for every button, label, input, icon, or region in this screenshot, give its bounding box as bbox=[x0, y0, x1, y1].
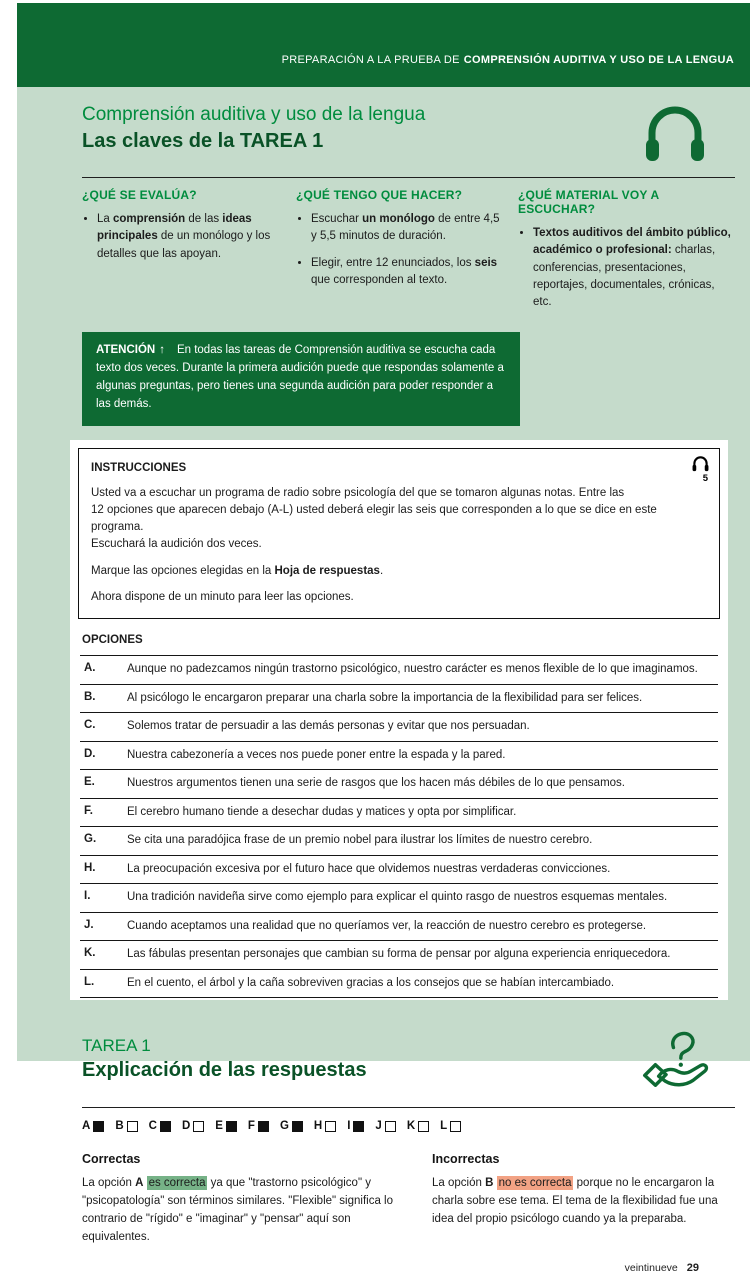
page-footer bbox=[82, 1262, 735, 1274]
option-letter: F. bbox=[84, 804, 93, 817]
option-letter: L. bbox=[84, 975, 95, 988]
tarea-divider bbox=[82, 1107, 735, 1108]
up-arrow-icon: ↑ bbox=[159, 344, 165, 357]
info-column-hacer bbox=[296, 188, 502, 320]
option-row bbox=[80, 969, 718, 999]
answer-key-box bbox=[93, 1121, 104, 1132]
answer-key-box bbox=[226, 1121, 237, 1132]
answer-key-item bbox=[375, 1120, 395, 1132]
answer-key-item bbox=[215, 1120, 237, 1132]
answer-key-item bbox=[280, 1120, 303, 1132]
explanation-paragraph: La opción A es correcta ya que "trastorno psicológico" y "psicopatología" son términos similares. "Flexible" significa lo contrario de "rígido" e "imaginar" y "pensar" aquí son equivalentes. bbox=[82, 1177, 393, 1243]
option-row bbox=[80, 741, 718, 770]
answer-key bbox=[82, 1120, 735, 1132]
tarea-kicker: TAREA 1 bbox=[82, 1036, 151, 1056]
option-row bbox=[80, 798, 718, 827]
title-row bbox=[82, 104, 735, 164]
option-letter: B. bbox=[84, 690, 96, 703]
option-text: Nuestros argumentos tienen una serie de rasgos que los hacen más débiles de lo que pensamos. bbox=[127, 777, 625, 790]
option-letter: C. bbox=[84, 719, 96, 732]
answer-key-box bbox=[385, 1121, 396, 1132]
titles bbox=[82, 104, 425, 153]
page-number: 29 bbox=[686, 1262, 699, 1274]
answer-key-item bbox=[82, 1120, 104, 1132]
answer-key-box bbox=[292, 1121, 303, 1132]
instructions-title: INSTRUCCIONES bbox=[91, 461, 187, 474]
audio-track-number: 5 bbox=[702, 472, 708, 484]
answer-key-letter: F bbox=[247, 1120, 255, 1133]
option-row bbox=[80, 826, 718, 855]
option-text: La preocupación excesiva por el futuro hace que olvidemos nuestras verdaderas convicciones. bbox=[127, 862, 611, 875]
headphones-icon bbox=[692, 456, 709, 472]
explanation-correct bbox=[82, 1152, 406, 1246]
option-letter: D. bbox=[84, 747, 96, 760]
option-row bbox=[80, 684, 718, 713]
explanation-incorrect bbox=[432, 1152, 735, 1246]
answer-key-item bbox=[248, 1120, 269, 1132]
options-table bbox=[80, 655, 718, 998]
incorrectas-heading: Incorrectas bbox=[432, 1152, 500, 1167]
attention-box bbox=[82, 332, 520, 425]
answer-key-box bbox=[450, 1121, 461, 1132]
answer-key-letter: D bbox=[181, 1120, 191, 1133]
answer-key-box bbox=[160, 1121, 171, 1132]
answer-key-box bbox=[258, 1121, 269, 1132]
option-row bbox=[80, 912, 718, 941]
option-letter: K. bbox=[84, 947, 96, 960]
option-text: Una tradición navideña sirve como ejemplo para explicar el quinto rasgo de nuestros esquemas mentales. bbox=[127, 891, 668, 904]
info-column-heading: ¿QUÉ TENGO QUE HACER? bbox=[296, 188, 463, 202]
option-row bbox=[80, 883, 718, 912]
option-text: Solemos tratar de persuadir a las demás personas y evitar que nos persuadan. bbox=[127, 720, 530, 733]
hand-question-icon bbox=[639, 1024, 721, 1094]
section-title: Comprensión auditiva y uso de la lengua bbox=[82, 104, 426, 125]
info-bullet: • Elegir, entre 12 enunciados, los seis que corresponden al texto. bbox=[311, 255, 502, 290]
option-row bbox=[80, 769, 718, 798]
option-text: El cerebro humano tiende a desechar dudas y matices y opta por simplificar. bbox=[127, 805, 517, 818]
option-text: Aunque no padezcamos ningún trastorno psicológico, nuestro carácter es menos flexible de lo que imaginamos. bbox=[127, 663, 698, 675]
answer-key-item bbox=[407, 1120, 429, 1132]
top-banner-prefix: PREPARACIÓN A LA PRUEBA DE bbox=[281, 54, 460, 66]
page-content bbox=[17, 104, 750, 1274]
answer-key-box bbox=[325, 1121, 336, 1132]
answer-key-box bbox=[193, 1121, 204, 1132]
option-text: Se cita una paradójica frase de un premio nobel para ilustrar los límites de nuestro cerebro. bbox=[127, 834, 593, 847]
option-letter: G. bbox=[84, 833, 97, 846]
attention-label: ATENCIÓN bbox=[96, 344, 156, 357]
option-text: Las fábulas presentan personajes que cambian su forma de pensar por alguna experiencia enriquecedora. bbox=[127, 948, 671, 961]
info-column-heading: ¿QUÉ MATERIAL VOY A ESCUCHAR? bbox=[518, 188, 659, 216]
answer-key-letter: J bbox=[375, 1120, 382, 1133]
options-title: OPCIONES bbox=[82, 634, 143, 646]
tarea-titles bbox=[82, 1036, 367, 1082]
info-column-heading: ¿QUÉ SE EVALÚA? bbox=[82, 188, 197, 202]
answer-key-item bbox=[440, 1120, 461, 1132]
answer-key-letter: B bbox=[115, 1120, 124, 1133]
page-title: Las claves de la TAREA 1 bbox=[82, 130, 324, 152]
answer-key-item bbox=[314, 1120, 336, 1132]
option-text: Al psicólogo le encargaron preparar una charla sobre la importancia de la flexibilidad para ser felices. bbox=[127, 691, 643, 704]
option-text: Cuando aceptamos una realidad que no queríamos ver, la reacción de nuestro cerebro es protegerse. bbox=[127, 919, 647, 932]
answer-key-letter: L bbox=[440, 1120, 448, 1133]
top-banner-title: COMPRENSIÓN AUDITIVA Y USO DE LA LENGUA bbox=[463, 54, 734, 66]
option-letter: I. bbox=[84, 890, 91, 903]
answer-key-item bbox=[115, 1120, 137, 1132]
answer-key-letter: G bbox=[279, 1120, 289, 1133]
instructions-paragraph: Ahora dispone de un minuto para leer las opciones. bbox=[91, 590, 354, 603]
info-bullet: • Escuchar un monólogo de entre 4,5 y 5,5 minutos de duración. bbox=[311, 211, 502, 246]
options-section bbox=[78, 634, 720, 998]
instructions-paragraph: Marque las opciones elegidas en la Hoja de respuestas. bbox=[91, 564, 384, 577]
top-banner bbox=[17, 3, 750, 87]
info-column-material bbox=[518, 188, 735, 320]
answer-key-letter: C bbox=[148, 1120, 157, 1133]
info-bullet-list bbox=[518, 225, 735, 311]
answer-key-box bbox=[353, 1121, 364, 1132]
tarea-title: Explicación de las respuestas bbox=[82, 1059, 367, 1082]
answer-key-letter: K bbox=[406, 1120, 416, 1133]
answer-key-item bbox=[182, 1120, 204, 1132]
option-letter: A. bbox=[84, 662, 96, 674]
info-bullet: • Textos auditivos del ámbito público, académico o profesional: charlas, conferencias, presentaciones, reportajes, documentales, crónicas, etc. bbox=[533, 225, 735, 311]
answer-key-letter: E bbox=[215, 1120, 223, 1133]
answer-key-letter: I bbox=[347, 1120, 351, 1133]
option-letter: J. bbox=[84, 918, 94, 931]
info-bullet-list bbox=[296, 211, 502, 289]
title-divider bbox=[82, 177, 735, 178]
option-row bbox=[80, 940, 718, 969]
instructions-paragraph: Usted va a escuchar un programa de radio sobre psicología del que se tomaron algunas notas. Entre las 12 opciones que aparecen debajo (A-L) usted deberá elegir las seis que corresponden a lo que se dice en este programa. Escuchará la audición dos veces. bbox=[91, 486, 657, 551]
answer-key-box bbox=[127, 1121, 138, 1132]
attention-text: En todas las tareas de Comprensión auditiva se escucha cada texto dos veces. Durante la primera audición puede que respondas solamente a algunas preguntas, pero tienes una segunda audición para poder responder a las demás. bbox=[96, 344, 504, 410]
exam-panel bbox=[70, 440, 728, 1001]
correctas-heading: Correctas bbox=[82, 1152, 141, 1167]
option-row bbox=[80, 655, 718, 684]
option-row bbox=[80, 712, 718, 741]
info-bullet: • La comprensión de las ideas principales de un monólogo y los detalles que las apoyan. bbox=[97, 211, 280, 263]
option-letter: H. bbox=[84, 861, 96, 874]
option-row bbox=[80, 855, 718, 884]
option-text: Nuestra cabezonería a veces nos puede poner entre la espada y la pared. bbox=[127, 748, 506, 761]
answer-key-letter: H bbox=[313, 1120, 323, 1133]
explanations bbox=[82, 1152, 735, 1246]
instructions-box bbox=[78, 448, 720, 620]
answer-key-item bbox=[149, 1120, 171, 1132]
tarea-header bbox=[82, 1024, 735, 1094]
page-number-word: veintinueve bbox=[624, 1262, 678, 1274]
answer-key-letter: A bbox=[82, 1120, 91, 1133]
page-sheet bbox=[17, 3, 750, 1274]
explanation-paragraph: La opción B no es correcta porque no le encargaron la charla sobre ese tema. El tema de la flexibilidad fue una idea del propio psicólogo cuando ya la preparaba. bbox=[432, 1177, 718, 1225]
option-letter: E. bbox=[84, 776, 95, 789]
info-bullet-list bbox=[82, 211, 280, 263]
info-columns bbox=[82, 188, 735, 320]
answer-key-item bbox=[347, 1120, 364, 1132]
option-text: En el cuento, el árbol y la caña sobreviven gracias a los consejos que se habían intercambiado. bbox=[127, 976, 615, 989]
answer-key-box bbox=[418, 1121, 429, 1132]
info-column-evalua bbox=[82, 188, 280, 320]
headphones-icon bbox=[643, 106, 707, 164]
audio-track-chip bbox=[692, 456, 709, 484]
